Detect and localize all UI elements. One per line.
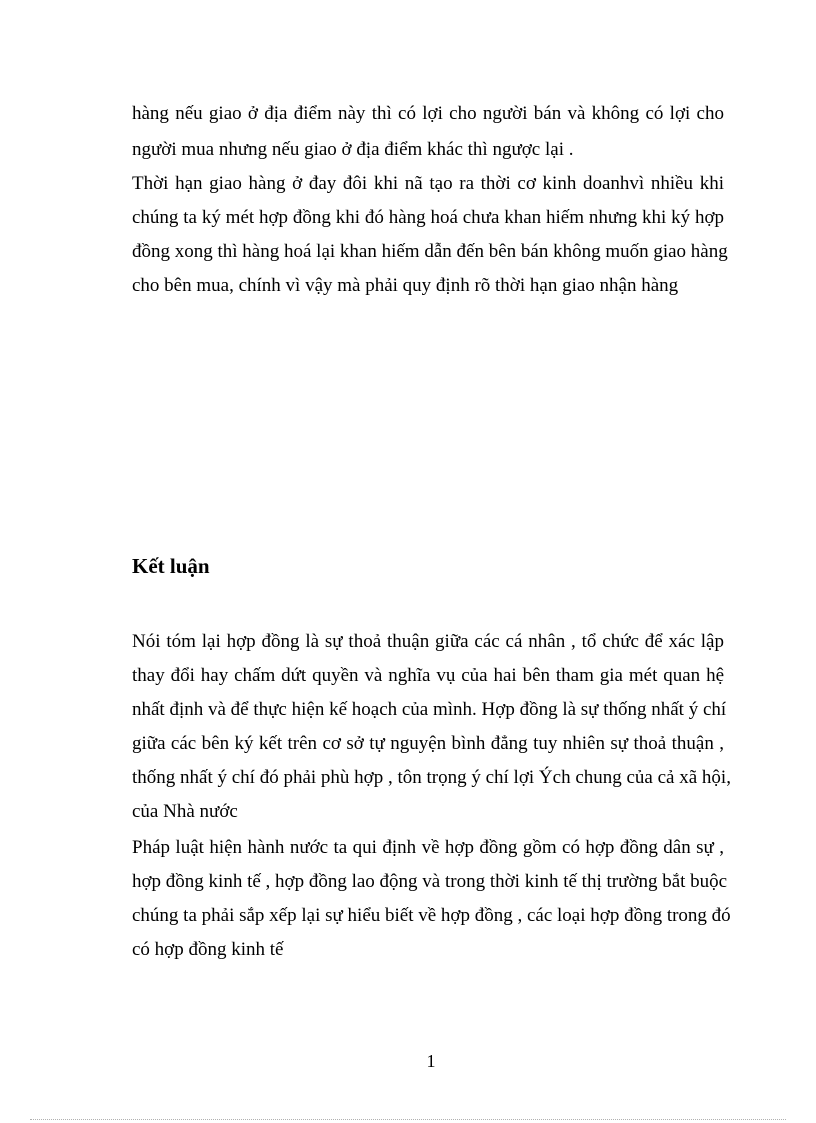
- text-line: Thời hạn giao hàng ở đay đôi khi nã tạo ra thời cơ kinh doanhvì nhiều khi: [132, 173, 724, 194]
- text-line: Nói tóm lại hợp đồng là sự thoả thuận giữa các cá nhân , tổ chức để xác lập: [132, 631, 724, 652]
- text-line: đồng xong thì hàng hoá lại khan hiếm dẫn đến bên bán không muốn giao hàng: [132, 241, 728, 262]
- text-line: Pháp luật hiện hành nước ta qui định về hợp đồng gồm có hợp đồng dân sự ,: [132, 837, 724, 858]
- text-line: có hợp đồng kinh tế: [132, 939, 284, 960]
- text-line: thay đổi hay chấm dứt quyền và nghĩa vụ của hai bên tham gia mét quan hệ: [132, 665, 724, 686]
- conclusion-heading: Kết luận: [132, 554, 210, 578]
- text-line: chúng ta ký mét hợp đồng khi đó hàng hoá chưa khan hiếm nhưng khi ký hợp: [132, 207, 724, 228]
- page-bottom-divider: [30, 1119, 786, 1120]
- text-line: thống nhất ý chí đó phải phù hợp , tôn trọng ý chí lợi Ých chung của cả xã hội,: [132, 767, 731, 788]
- text-line: hàng nếu giao ở địa điểm này thì có lợi cho người bán và không có lợi cho: [132, 103, 724, 124]
- text-line: chúng ta phải sắp xếp lại sự hiểu biết về hợp đồng , các loại hợp đồng trong đó: [132, 905, 731, 926]
- text-line: nhất định và để thực hiện kế hoạch của mình. Hợp đồng là sự thống nhất ý chí: [132, 699, 727, 720]
- text-line: của Nhà nước: [132, 801, 238, 822]
- text-line: giữa các bên ký kết trên cơ sở tự nguyện bình đẳng tuy nhiên sự thoả thuận ,: [132, 733, 724, 754]
- text-line: cho bên mua, chính vì vậy mà phải quy định rõ thời hạn giao nhận hàng: [132, 275, 679, 296]
- text-line: người mua nhưng nếu giao ở địa điểm khác thì ngược lại .: [132, 139, 574, 160]
- text-line: hợp đồng kinh tế , hợp đồng lao động và trong thời kinh tế thị trường bắt buộc: [132, 871, 728, 892]
- page-number: 1: [426, 1051, 436, 1071]
